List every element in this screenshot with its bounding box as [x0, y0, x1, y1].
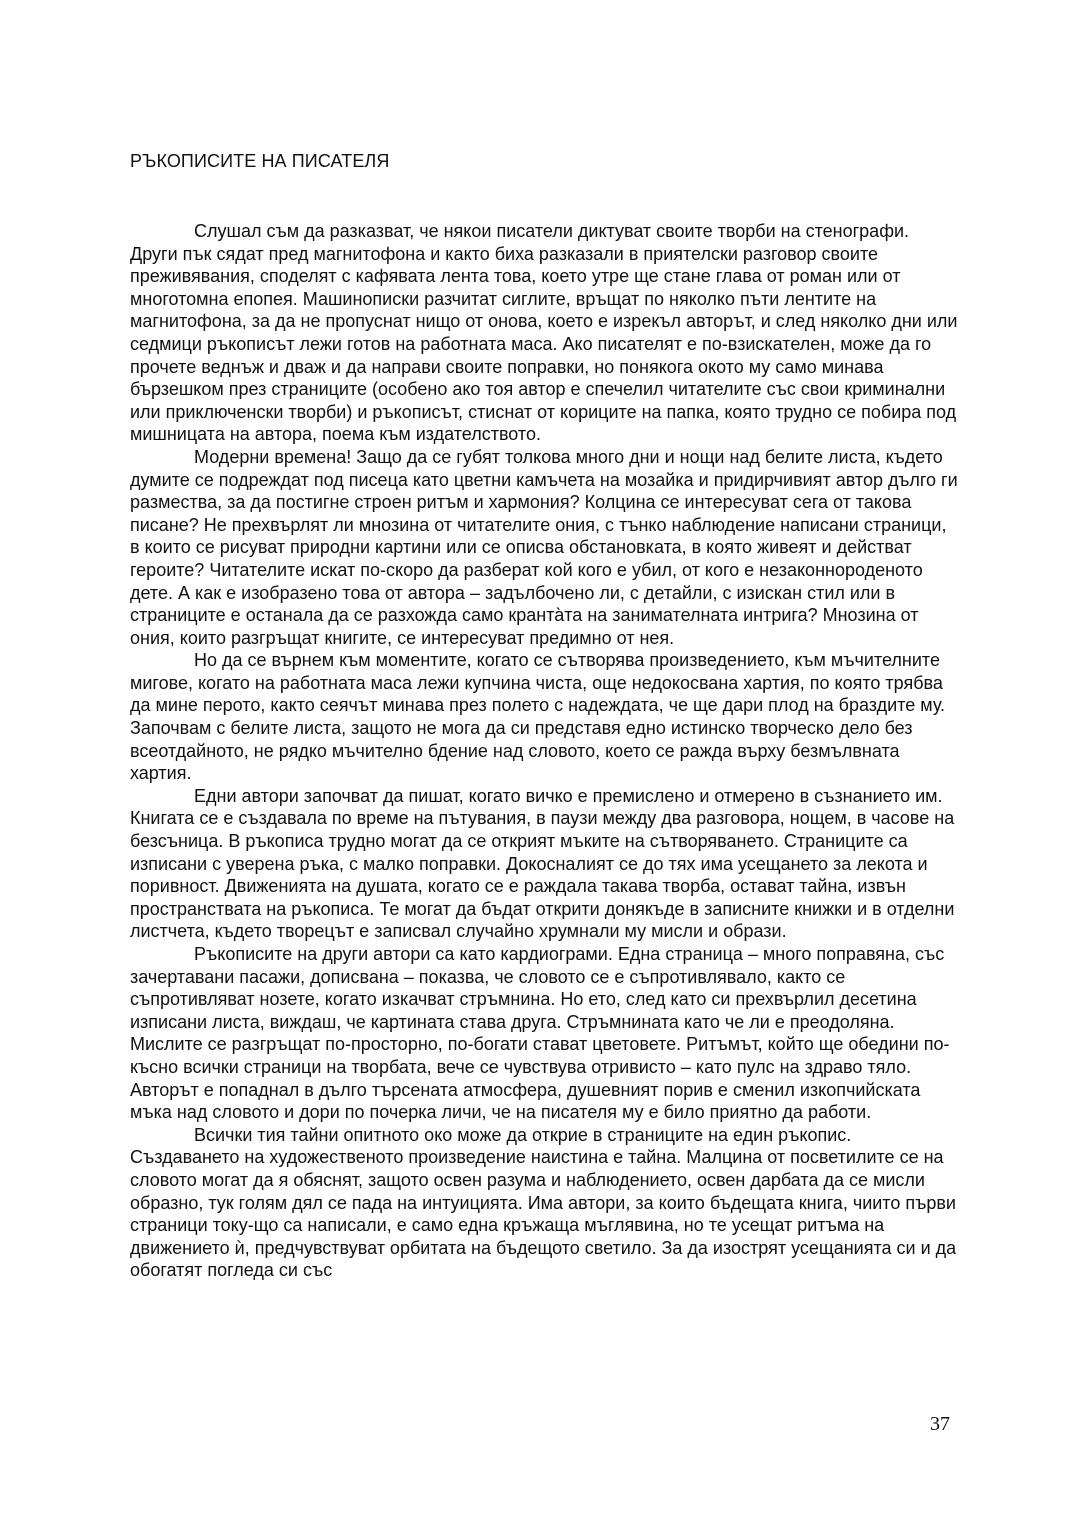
page-title: РЪКОПИСИТЕ НА ПИСАТЕЛЯ [130, 151, 390, 171]
page-number: 37 [930, 1413, 950, 1435]
body-text [130, 220, 960, 1282]
paragraph-3: Но да се върнем към моментите, когато се сътворява произведението, към мъчителните мигове, когато на работната маса лежи купчина чиста, още недокосвана хартия, по която трябва да мине перото, както сеячът минава през полето с надеждата, че ще дари плод на браздите му. Започвам с белите листа, защото не мога да си представя едно истинско творческо дело без всеотдайното, не рядко мъчително бдение над словото, което се ражда върху безмълвната хартия. [130, 650, 946, 784]
paragraph-5: Ръкописите на други автори са като кардиограми. Една страница – много поправяна, със зачертавани пасажи, дописвана – показва, че словото се е съпротивлявало, както се съпротивляват нозете, когато изкачват стръмнина. Но ето, след като си прехвърлил десетина изписани листа, виждаш, че картината става друга. Стръмнината като че ли е преодоляна. Мислите се разгръщат по-просторно, по-богати стават цветовете. Ритъмът, който ще обедини по-късно всички страници на творбата, вече се чувствува отривисто – като пулс на здраво тяло. Авторът е попаднал в дълго търсената атмосфера, душевният порив е сменил изкопчийската мъка над словото и дори по почерка личи, че на писателя му е било приятно да работи. [130, 944, 950, 1123]
paragraph-1: Слушал съм да разказват, че някои писатели диктуват своите творби на стенографи. Други пък сядат пред магнитофона и както биха разказали в приятелски разговор своите преживявания, споделят с кафявата лента това, което утре ще стане глава от роман или от многотомна епопея. Машинописки разчитат сиглите, връщат по няколко пъти лентите на магнитофона, за да не пропуснат нищо от онова, което е изрекъл авторът, и след няколко дни или седмици ръкописът лежи готов на работната маса. Ако писателят е по-взискателен, може да го прочете веднъж и дваж и да направи своите поправки, но понякога окото му само минава бързешком през страниците (особено ако тоя автор е спечелил читателите със свои криминални или приключенски творби) и ръкописът, стиснат от кориците на папка, която трудно се побира под мишницата на автора, поема към издателството. [130, 221, 958, 445]
paragraph-6: Всички тия тайни опитното око може да открие в страниците на един ръкопис. Създаването на художественото произведение наистина е тайна. Малцина от посветилите се на словото могат да я обяснят, защото освен разума и наблюдението, освен дарбата да се мисли образно, тук голям дял се пада на интуицията. Има автори, за които бъдещата книга, чиито първи страници току-що са написали, е само една кръжаща мъглявина, но те усещат ритъма на движението ѝ, предчувствуват орбитата на бъдещото светило. За да изострят усещанията си и да обогатят погледа си със [130, 1124, 957, 1281]
paragraph-4: Едни автори започват да пишат, когато вичко е премислено и отмерено в съзнанието им. Книгата се е създавала по време на пътувания, в паузи между два разговора, нощем, в часове на безсъница. В ръкописа трудно могат да се открият мъките на сътворяването. Страниците са изписани с уверена ръка, с малко поправки. Докосналият се до тях има усещането за лекота и поривност. Движенията на душата, когато се е раждала такава творба, остават тайна, извън пространствата на ръкописа. Те могат да бъдат открити донякъде в записните книжки и в отделни листчета, където творецът е записвал случайно хрумнали му мисли и образи. [130, 785, 955, 942]
paragraph-2: Модерни времена! Защо да се губят толкова много дни и нощи над белите листа, където думите се подреждат под писеца като цветни камъчета на мозайка и придирчивият автор дълго ги размества, за да постигне строен ритъм и хармония? Колцина се интересуват сега от такова писане? Не прехвърлят ли мнозина от читателите ония, с тънко наблюдение написани страници, в които се рисуват природни картини или се описва обстановката, в която живеят и действат героите? Читателите искат по-скоро да разберат кой кого е убил, от кого е незаконнороденото дете. А как е изобразено това от автора – задълбочено ли, с детайли, с изискан стил или в страниците е останала да се разхожда само кранта̀та на занимателната интрига? Мнозина от ония, които разгръщат книгите, се интересуват предимно от нея. [130, 446, 958, 648]
